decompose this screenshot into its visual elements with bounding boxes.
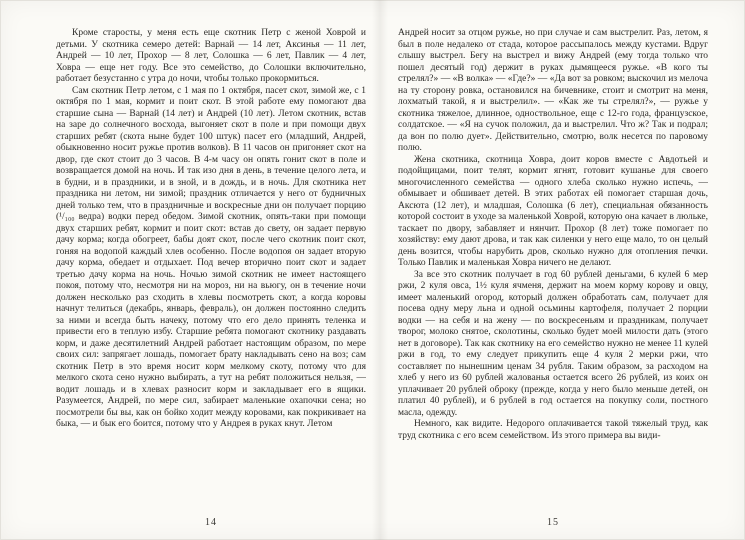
paragraph: Андрей носит за отцом ружье, но при случае и сам выстрелит. Раз, летом, я был в поле недалеко от стада, которое рассыпалось между кустами. Вдруг слышу выстрел. Бегу на выстрел и вижу Андрей (ему тогда только что пошел десятый год) держит в руках дымящееся ружье. «В кого ты стрелял?» — «В волка» — «Где?» — «Да вот за ровком; выскочил из мелоча на ту сторону ровка, остановился на бичевнике, стоит и смотрит на меня, лохматый такой, я и выстрелил». — «Как же ты стрелял?», — ружье у скотника тяжелое, длинное, одноствольное, еще с 12-го года, французское, солдатское. — «Я на сучок положил, да и выстрелил. Что ж? Так и подрал; да вон по полю дует». Действительно, смотрю, волк несется по паровому полю.: [398, 28, 708, 153]
paragraph: Жена скотника, скотница Ховра, доит коров вместе с Авдотьей и подойщицами, поит телят, кормит ягнят, готовит кушанье для своего многочисленного семейства — одного хлеба сколько нужно испечь, — обмывает и обшивает детей. В этих работах ей помогает старшая дочь, Аксюта (12 лет), и младшая, Солошка (6 лет), специальная обязанность которой состоит в уходе за маленькой Ховрой, которую она качает в люльке, таскает по двору, забавляет и нянчит. Прохор (8 лет) тоже помогает по хозяйству: ему дают дрова, и так как силенки у него еще мало, то он целый день возится, чтобы нарубить дров, сколько нужно для отопления печки. Только Павлик и маленькая Ховра ничего не делают.: [398, 154, 708, 268]
paragraph: За все это скотник получает в год 60 рублей деньгами, 6 кулей 6 мер ржи, 2 куля овса, 1½ куля ячменя, держит на моем корму корову и овцу, имеет маленький огород, который должен обработать сам, получает для посева одну меру льна и одной осьмины картофеля, получает 2 порции водки — на себя и на жену — по воскресеньям и праздникам, получает творог, молоко снятое, сколотины, сколько будет моей милости дать (этого нет в договоре). Так как скотнику на его семейство нужно не менее 11 кулей ржи в год, то ему следует прикупить еще 4 куля 2 мерки ржи, что составляет по нынешним ценам 34 рубля. Таким образом, за расходом на хлеб у него из 60 рублей жалованья остается всего 26 рублей, из коих он уплачивает 20 рублей оброку (прежде, когда у него было меньше детей, он платил 40 рублей), и 6 рублей в год остается на покупку соли, постного масла, одежду.: [398, 269, 708, 418]
page-right-text: [398, 28, 708, 500]
page-number-right: 15: [547, 517, 559, 528]
page-right: [398, 28, 708, 528]
page-number-left: 14: [205, 517, 217, 528]
paragraph: Кроме старосты, у меня есть еще скотник Петр с женой Ховрой и детьми. У скотника семеро детей: Варнай — 14 лет, Аксинья — 11 лет, Андрей — 10 лет, Прохор — 8 лет, Солошка — 6 лет, Павлик — 4 лет, Ховра — еще нет году. Все это семейство, до Солошки включительно, работает безустанно с утра до ночи, чтобы только прокормиться.: [56, 28, 366, 84]
page-gutter: [372, 0, 388, 540]
page-left-text: [56, 28, 366, 500]
paragraph: Немного, как видите. Недорого оплачивается такой тяжелый труд, как труд скотника с его всем семейством. Из этого примера вы види-: [398, 419, 708, 441]
page-left: [56, 28, 366, 528]
paragraph: Сам скотник Петр летом, с 1 мая по 1 октября, пасет скот, зимой же, с 1 октября по 1 мая, кормит и поит скот. В этой работе ему помогают два старшие сына — Варнай (14 лет) и Андрей (10 лет). Летом скотник, встав на заре до солнечного восхода, выгоняет скот в поле и при помощи двух старших ребят (скота ныне будет 100 штук) пасет его (младший, Андрей, обыкновенно носит ружье против волков). В 11 часов он пригоняет скот на двор, где скот стоит до 3 часов. В 4-м часу он опять гонит скот в поле и возвращается домой на ночь. И так изо дня в день, в течение целого лета, и в будни, и в праздники, и в зной, и в дождь, и в ночь. Для скотника нет праздника ни летом, ни зимой; праздник отличается у него от будничных дней только тем, что в праздничные и воскресные дни он получает порцию (¹/₁₀₀ ведра) водки перед обедом. Зимой скотник, опять-таки при помощи двух старших ребят, кормит и поит скот: встав до свету, он задает первую дачу корма; когда обогреет, бабы доят скот, после чего скотник поит скот, гоняя на водопой каждый хлев особенно. После водопоя он задает вторую дачу корма, обедает и отдыхает. Под вечер вторично поит скот и задает третью дачу корма на ночь. Ночью зимой скотник не имеет настоящего покоя, потому что, несмотря ни на мороз, ни на вьюгу, он в течение ночи должен несколько раз сходить в хлевы посмотреть скот, а когда коровы начнут телиться (декабрь, январь, февраль), он должен постоянно следить за ними и всегда быть начеку, потому что его дело принять теленка и привести его в теплую избу. Старшие ребята помогают скотнику раздавать корм, и даже десятилетний Андрей работает настоящим образом, по мере своих сил: запрягает лошадь, помогает брату накладывать сено на воз; сам скотник Петр в это время носит корм мелкому скоту, потому что для мелкого скота сено нужно выбирать, а тут на ребят положиться нельзя, — водит лошадь и в хлевах разносит корм и закладывает его в ящики. Разумеется, Андрей, по мере сил, забирает маленькие охапочки сена; но посмотрели бы вы, как он бойко ходит между коровами, как покрикивает на быка, — и бык его боится, потому что у Андрея в руках кнут. Летом: [56, 85, 366, 429]
